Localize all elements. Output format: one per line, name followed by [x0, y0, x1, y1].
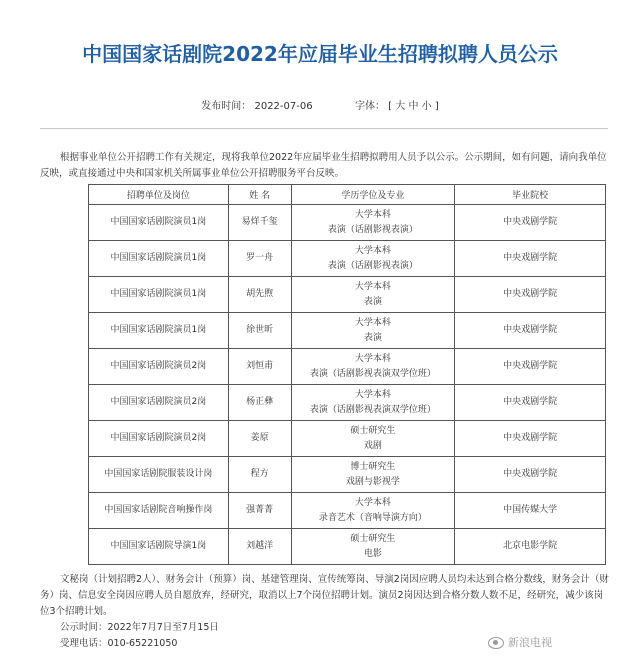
font-size-label: 字体：: [354, 101, 385, 112]
education-major: 戏剧: [363, 440, 382, 451]
cell-education: [291, 529, 455, 565]
header-school: 毕业院校: [455, 185, 606, 205]
cell-education: [291, 313, 455, 349]
cell-school: 中央戏剧学院: [455, 205, 606, 241]
cell-name: 胡先煦: [228, 277, 291, 313]
table-row: [89, 529, 606, 565]
font-size-controls: [388, 101, 439, 112]
cell-school: 中央戏剧学院: [455, 349, 606, 385]
education-major: 戏剧与影视学: [345, 476, 400, 487]
table-row: [89, 313, 606, 349]
cell-school: 北京电影学院: [455, 529, 606, 565]
cell-name: 罗一舟: [228, 241, 291, 277]
table-row: [89, 385, 606, 421]
header-education: 学历学位及专业: [291, 185, 455, 205]
cell-post: 中国国家话剧院演员1岗: [89, 277, 229, 313]
watermark: [488, 634, 552, 650]
cell-education: [291, 241, 455, 277]
education-level: 硕士研究生: [350, 533, 396, 544]
header-name: 姓 名: [228, 185, 291, 205]
font-size-open-bracket: [: [388, 101, 393, 112]
cell-post: 中国国家话剧院服装设计岗: [89, 457, 229, 493]
cell-name: 刘恒甫: [228, 349, 291, 385]
cell-education: [291, 277, 455, 313]
education-level: 大学本科: [354, 317, 391, 328]
education-level: 大学本科: [354, 281, 391, 292]
cell-name: 程方: [228, 457, 291, 493]
cell-school: 中国传媒大学: [455, 493, 606, 529]
table-row: [89, 457, 606, 493]
cell-name: 姜原: [228, 421, 291, 457]
education-level: 大学本科: [354, 497, 391, 508]
education-level: 大学本科: [354, 389, 391, 400]
cell-post: 中国国家话剧院导演1岗: [89, 529, 229, 565]
cell-post: 中国国家话剧院音响操作岗: [89, 493, 229, 529]
cell-school: 中央戏剧学院: [455, 385, 606, 421]
notice-period: 公示时间：2022年7月7日至7月15日: [60, 622, 219, 633]
cell-education: [291, 493, 455, 529]
font-size-close-bracket: ]: [434, 101, 439, 112]
table-header-row: [89, 185, 606, 205]
cell-post: 中国国家话剧院演员2岗: [89, 421, 229, 457]
education-major: 表演（话剧影视表演双学位班）: [309, 404, 436, 415]
font-size-small-link[interactable]: 小: [421, 101, 432, 112]
cell-post: 中国国家话剧院演员2岗: [89, 349, 229, 385]
watermark-text: 新浪电视: [508, 636, 552, 649]
font-size-medium-link[interactable]: 中: [408, 101, 419, 112]
cell-education: [291, 385, 455, 421]
weibo-eye-icon: [488, 637, 504, 649]
education-level: 大学本科: [354, 245, 391, 256]
cell-school: 中央戏剧学院: [455, 421, 606, 457]
notes-paragraph: 文秘岗（计划招聘2人）、财务会计（预算）岗、基建管理岗、宣传统筹岗、导演2岗因应聘人员均未达到合格分数线，财务会计（财务）岗、信息安全岗因应聘人员自愿放弃，经研究，取消以上7个岗位招聘计划。演员2岗因达到合格分数人数不足，经研究，减少该岗位3个招聘计划。: [40, 574, 609, 617]
education-major: 表演（话剧影视表演双学位班）: [309, 368, 436, 379]
table-row: [89, 493, 606, 529]
cell-name: 刘越洋: [228, 529, 291, 565]
cell-education: [291, 205, 455, 241]
education-major: 表演: [363, 296, 382, 307]
cell-post: 中国国家话剧院演员1岗: [89, 205, 229, 241]
divider: [40, 128, 608, 129]
page-title: 中国国家话剧院2022年应届毕业生招聘拟聘人员公示: [82, 42, 558, 66]
font-size-large-link[interactable]: 大: [395, 101, 406, 112]
table-row: [89, 349, 606, 385]
table-row: [89, 277, 606, 313]
table-row: [89, 205, 606, 241]
education-major: 录音艺术（音响导演方向）: [318, 512, 427, 523]
education-level: 硕士研究生: [350, 425, 396, 436]
cell-name: 徐世昕: [228, 313, 291, 349]
article-meta: [0, 97, 640, 112]
education-level: 博士研究生: [350, 461, 396, 472]
header-post: 招聘单位及岗位: [89, 185, 229, 205]
education-level: 大学本科: [354, 353, 391, 364]
publish-date: 2022-07-06: [254, 101, 313, 112]
intro-paragraph: 根据事业单位公开招聘工作有关规定，现将我单位2022年应届毕业生招聘拟聘用人员予以公示。公示期间，如有问题，请向我单位反映，或直接通过中央和国家机关所属事业单位公开招聘服务平台反映。: [40, 152, 607, 179]
contact-phone: 受理电话：010-65221050: [60, 638, 178, 649]
cell-school: 中央戏剧学院: [455, 241, 606, 277]
cell-post: 中国国家话剧院演员2岗: [89, 385, 229, 421]
education-major: 电影: [363, 548, 382, 559]
publish-date-label: 发布时间：: [201, 101, 252, 112]
cell-post: 中国国家话剧院演员1岗: [89, 241, 229, 277]
cell-name: 强菁菁: [228, 493, 291, 529]
cell-school: 中央戏剧学院: [455, 277, 606, 313]
table-row: [89, 421, 606, 457]
cell-name: 杨正彝: [228, 385, 291, 421]
education-major: 表演: [363, 332, 382, 343]
cell-education: [291, 421, 455, 457]
education-major: 表演（话剧影视表演）: [327, 224, 418, 235]
cell-school: 中央戏剧学院: [455, 313, 606, 349]
education-major: 表演（话剧影视表演）: [327, 260, 418, 271]
cell-post: 中国国家话剧院演员1岗: [89, 313, 229, 349]
cell-school: 中央戏剧学院: [455, 457, 606, 493]
cell-name: 易烊千玺: [228, 205, 291, 241]
candidates-table: [88, 184, 606, 565]
education-level: 大学本科: [354, 209, 391, 220]
cell-education: [291, 457, 455, 493]
cell-education: [291, 349, 455, 385]
table-row: [89, 241, 606, 277]
